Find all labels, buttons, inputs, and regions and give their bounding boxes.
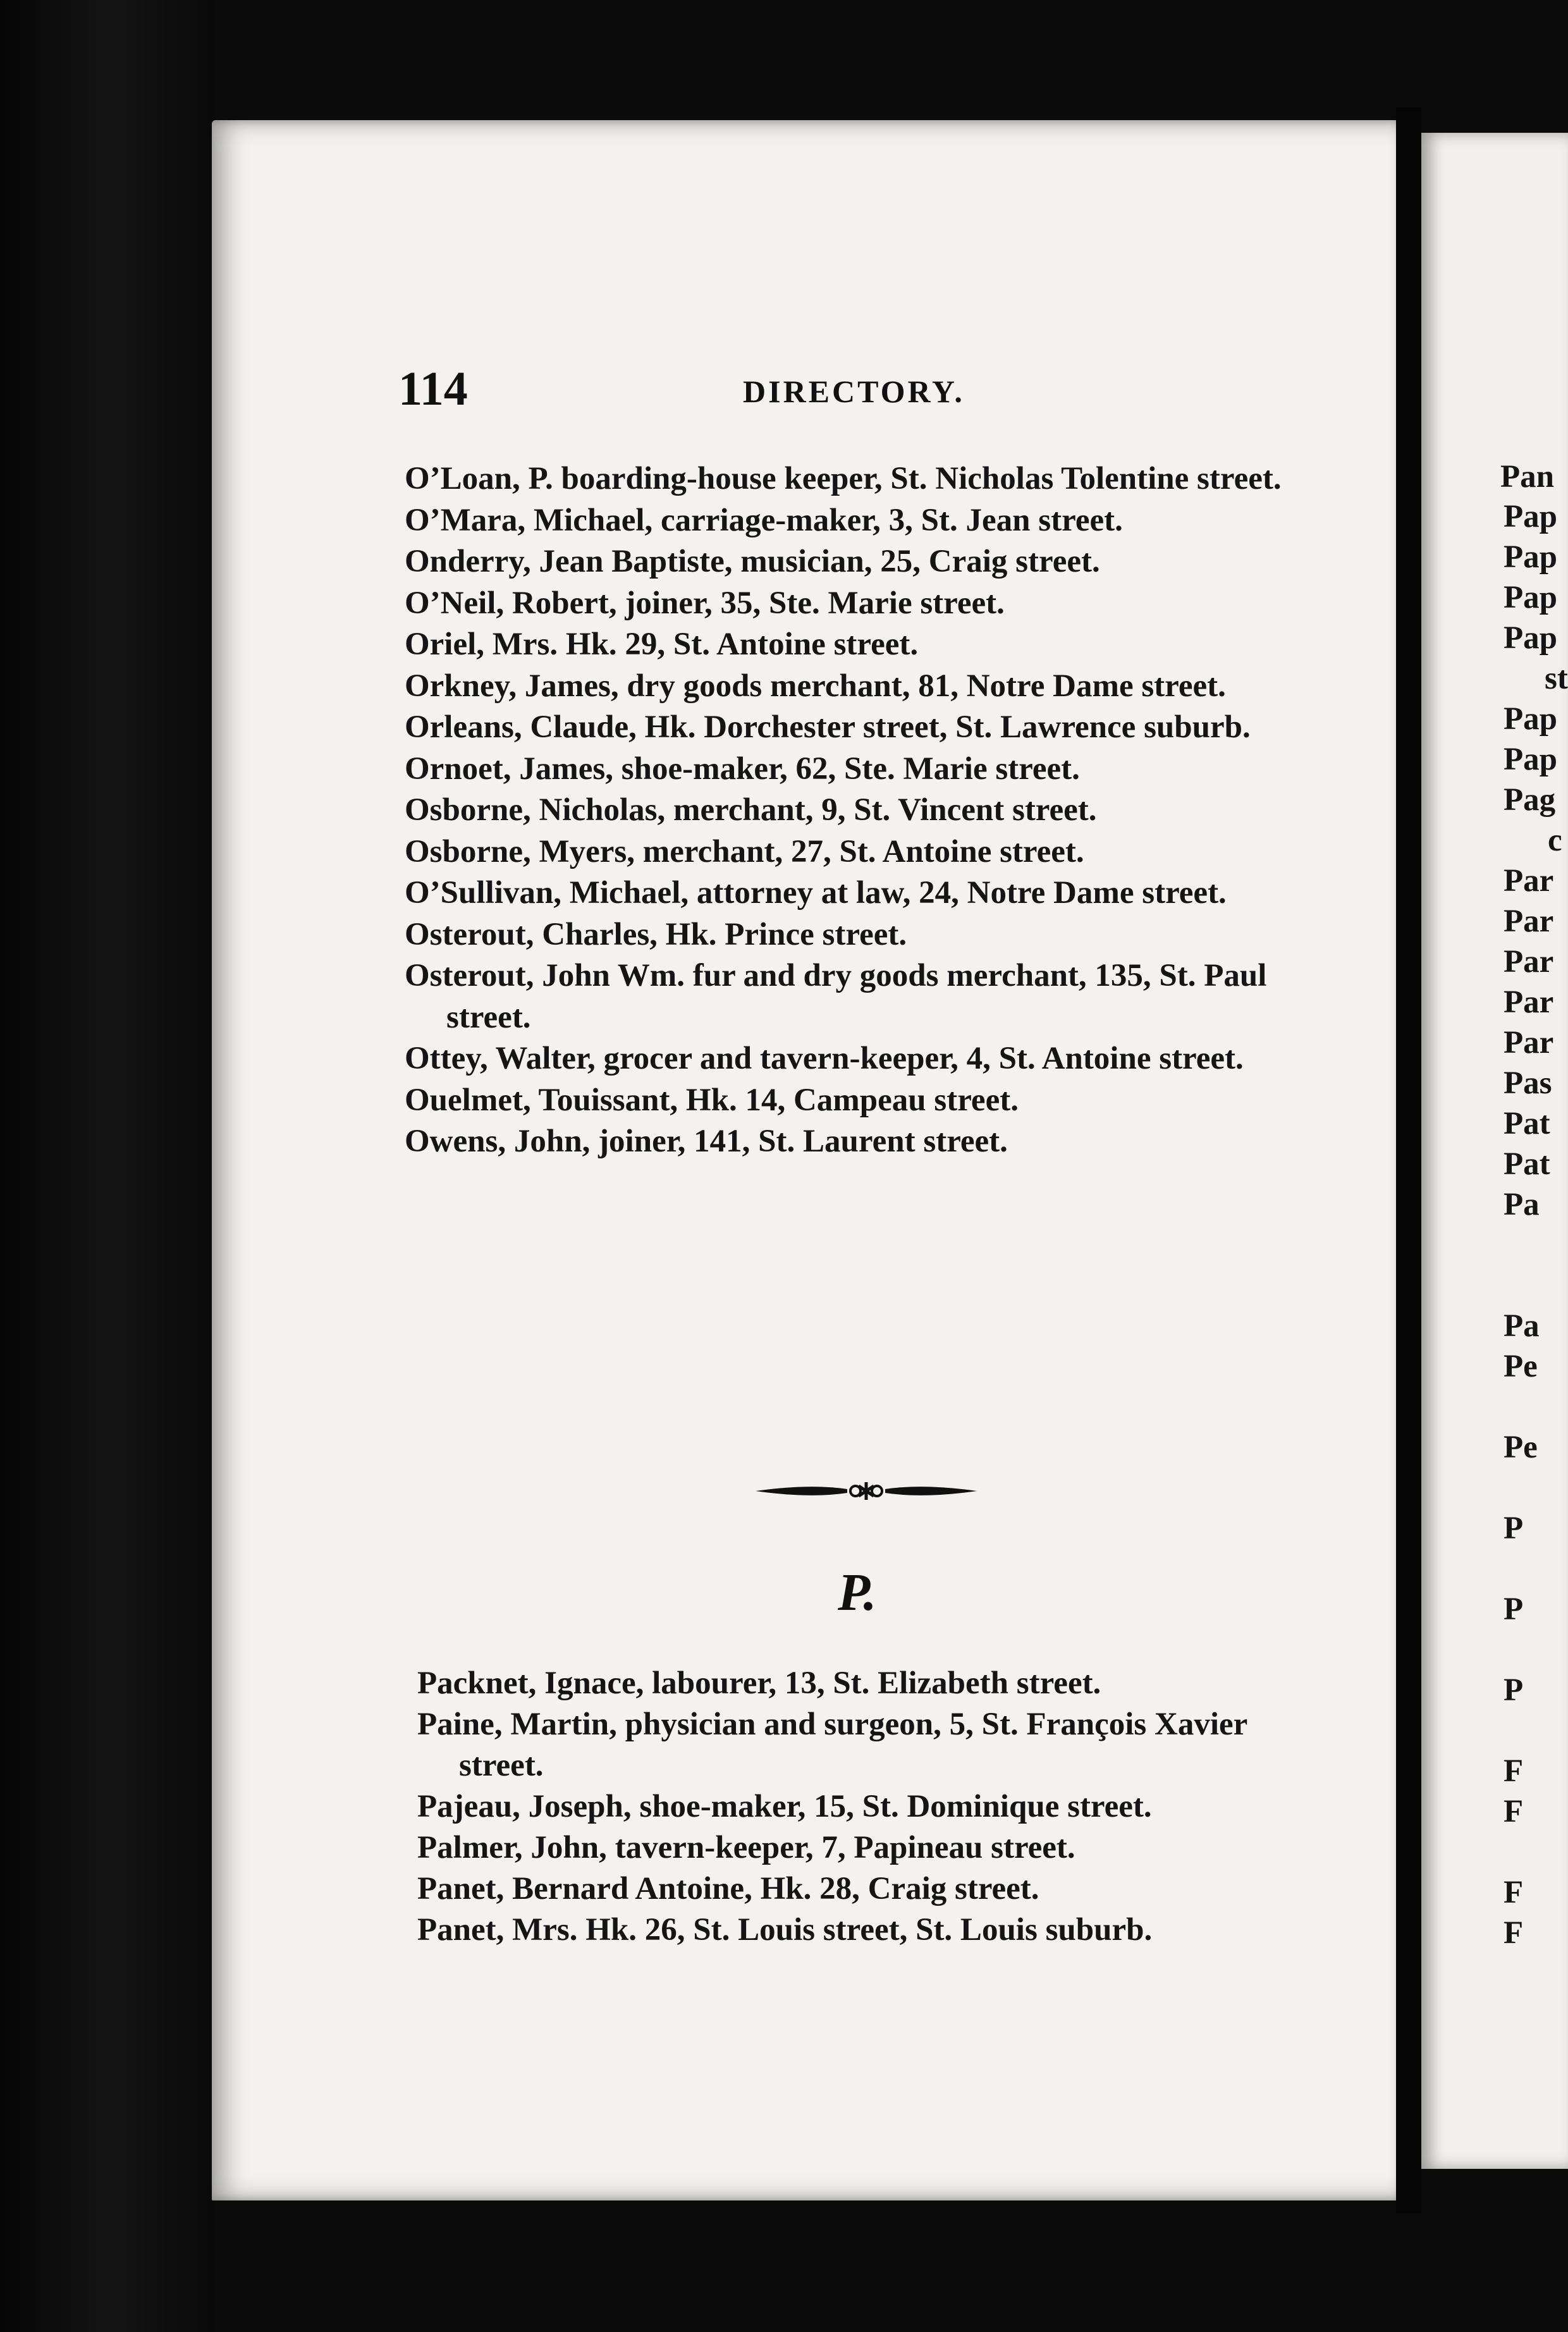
directory-entry: Paine, Martin, physician and surgeon, 5, St. François Xavier street. bbox=[417, 1707, 1247, 1783]
facing-fragment: Pap bbox=[1504, 701, 1558, 737]
facing-fragment: P bbox=[1504, 1511, 1524, 1546]
directory-entry: Orleans, Claude, Hk. Dorchester street, St. Lawrence suburb. bbox=[405, 709, 1251, 745]
directory-entry: Pajeau, Joseph, shoe-maker, 15, St. Dominique street. bbox=[417, 1789, 1152, 1824]
directory-entry: Panet, Mrs. Hk. 26, St. Louis street, St. Louis suburb. bbox=[417, 1912, 1153, 1948]
facing-fragment: Pap bbox=[1504, 499, 1558, 534]
facing-fragment: Pe bbox=[1504, 1349, 1538, 1384]
facing-fragment: F bbox=[1504, 1915, 1524, 1951]
directory-entry: Oriel, Mrs. Hk. 29, St. Antoine street. bbox=[405, 627, 919, 662]
page-header bbox=[398, 362, 1296, 419]
facing-fragment: F bbox=[1504, 1794, 1524, 1829]
facing-fragment: Pas bbox=[1504, 1065, 1552, 1101]
directory-entry: O’Loan, P. boarding-house keeper, St. Nicholas Tolentine street. bbox=[405, 461, 1282, 496]
page-number: 114 bbox=[398, 362, 468, 415]
facing-page bbox=[1421, 133, 1568, 2169]
directory-entry: O’Neil, Robert, joiner, 35, Ste. Marie street. bbox=[405, 585, 1005, 621]
facing-fragment: Pa bbox=[1504, 1308, 1540, 1344]
directory-entry: Onderry, Jean Baptiste, musician, 25, Craig street. bbox=[405, 544, 1100, 579]
directory-entry: Owens, John, joiner, 141, St. Laurent street. bbox=[405, 1124, 1008, 1159]
directory-entry: Ornoet, James, shoe-maker, 62, Ste. Marie street. bbox=[405, 751, 1080, 787]
facing-fragment: Par bbox=[1504, 1025, 1554, 1060]
facing-fragment: Par bbox=[1504, 985, 1554, 1020]
facing-fragment: Pan bbox=[1500, 459, 1555, 494]
directory-entry: Osterout, John Wm. fur and dry goods merchant, 135, St. Paul street. bbox=[405, 958, 1267, 1035]
facing-fragment: F bbox=[1504, 1875, 1524, 1910]
running-title: DIRECTORY. bbox=[743, 374, 965, 409]
directory-entry: Ottey, Walter, grocer and tavern-keeper, 4, St. Antoine street. bbox=[405, 1041, 1244, 1076]
ornamental-divider-icon bbox=[752, 1478, 980, 1504]
page-gutter bbox=[1396, 107, 1421, 2213]
directory-entry: Panet, Bernard Antoine, Hk. 28, Craig street. bbox=[417, 1871, 1039, 1906]
facing-fragment: Pat bbox=[1504, 1106, 1550, 1141]
scan-dark-margin bbox=[0, 0, 215, 2332]
directory-entry: Orkney, James, dry goods merchant, 81, Notre Dame street. bbox=[405, 668, 1226, 704]
facing-fragment: Pap bbox=[1504, 539, 1558, 575]
facing-fragment: Pe bbox=[1504, 1430, 1538, 1465]
directory-entry: Packnet, Ignace, labourer, 13, St. Elizabeth street. bbox=[417, 1666, 1101, 1701]
facing-fragment: st bbox=[1545, 661, 1568, 696]
directory-entry: Osborne, Nicholas, merchant, 9, St. Vincent street. bbox=[405, 792, 1097, 828]
directory-entry: Osterout, Charles, Hk. Prince street. bbox=[405, 916, 907, 952]
facing-fragment: Pap bbox=[1504, 620, 1558, 656]
directory-entry: Palmer, John, tavern-keeper, 7, Papineau street. bbox=[417, 1830, 1075, 1865]
directory-entry: Osborne, Myers, merchant, 27, St. Antoine street. bbox=[405, 833, 1084, 869]
facing-fragment: c bbox=[1548, 823, 1562, 858]
facing-fragment: P bbox=[1504, 1592, 1524, 1627]
directory-entry: Ouelmet, Touissant, Hk. 14, Campeau street. bbox=[405, 1082, 1019, 1118]
facing-fragment: Pag bbox=[1504, 782, 1556, 818]
facing-fragment: Par bbox=[1504, 944, 1554, 979]
section-letter-p: P. bbox=[838, 1563, 877, 1622]
directory-section-p bbox=[417, 1663, 1328, 1951]
facing-fragment: Pap bbox=[1504, 742, 1558, 777]
directory-entry: O’Sullivan, Michael, attorney at law, 24, Notre Dame street. bbox=[405, 875, 1227, 911]
facing-fragment: Pat bbox=[1504, 1146, 1550, 1182]
directory-entry: O’Mara, Michael, carriage-maker, 3, St. Jean street. bbox=[405, 502, 1123, 538]
facing-fragment: Pa bbox=[1504, 1187, 1540, 1222]
directory-section-o bbox=[405, 458, 1309, 1163]
facing-fragment: F bbox=[1504, 1753, 1524, 1789]
facing-fragment: P bbox=[1504, 1672, 1524, 1708]
facing-fragment: Pap bbox=[1504, 580, 1558, 615]
facing-fragment: Par bbox=[1504, 904, 1554, 939]
facing-fragment: Par bbox=[1504, 863, 1554, 899]
